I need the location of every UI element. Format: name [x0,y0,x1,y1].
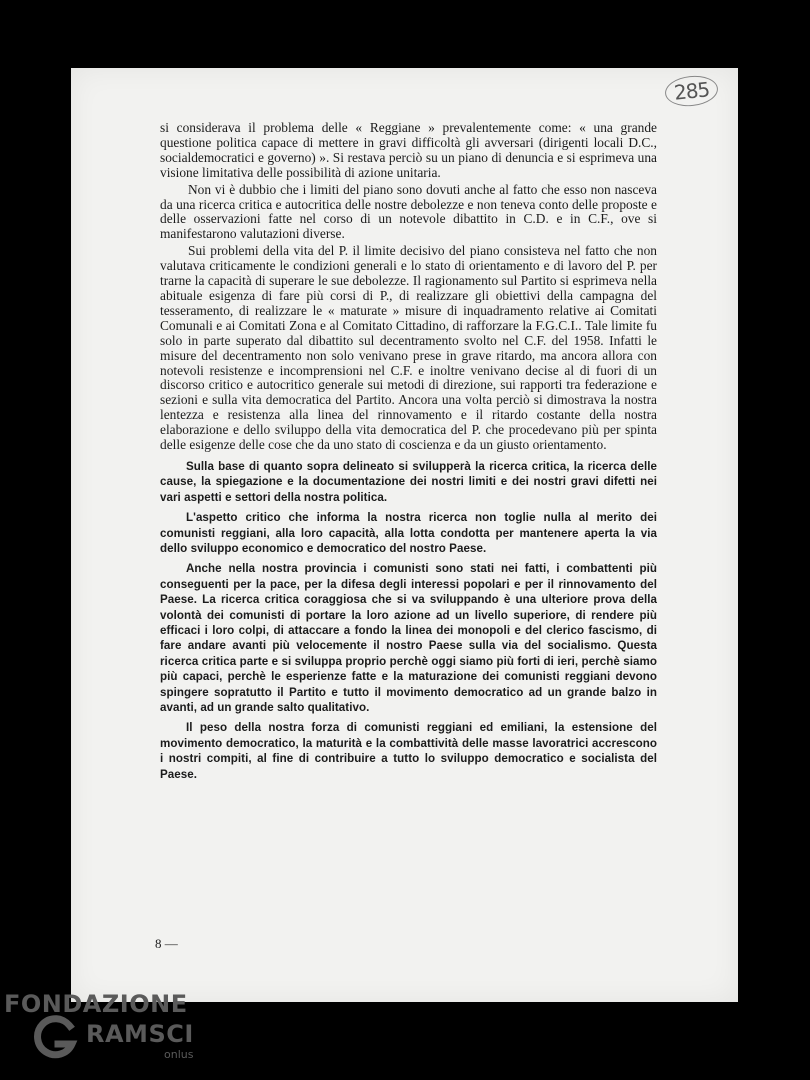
bold-paragraph: Sulla base di quanto sopra delineato si svilupperà la ricerca critica, la ricerca delle cause, la spiegazione e la documentazione dei nostri limiti e dei nostri gravi difetti nei vari aspetti e settori della nostra politica. [160,459,657,504]
paragraph: Sui problemi della vita del P. il limite decisivo del piano consisteva nel fatto che non valutava criticamente le condizioni generali e lo stato di orientamento e di lavoro del P. per trarne la capacità di superare le sue debolezze. Il ragionamento sul Partito si esprimeva nella abituale esigenza di fare più corsi di P., di realizzare gli obiettivi della campagna del tesseramento, di realizzare le « maturate » misure di inquadramento relative ai Comitati Comunali e ai Comitati Zona e al Comitato Cittadino, di rafforzare la F.G.C.I.. Tale limite fu solo in parte superato dal dibattito sul decentramento svolto nel C.F. del 1958. Infatti le misure del decentramento non solo venivano prese in grave ritardo, ma ancora allora con notevoli resistenze e incomprensioni nel C.F. e inoltre venivano decise al di fuori di un discorso critico e autocritico generale sui metodi di direzione, sui rapporti tra federazione e sezioni e sulla vita democratica del Partito. Ancora una volta perciò si dimostrava la nostra lentezza e resistenza alla linea del rinnovamento e il ritardo costante della nostra elaborazione e dello sviluppo della vita democratica del P. che procedevano più per spinta delle esigenze delle cose che da uno stato di coscienza e da un giusto orientamento. [160,243,657,453]
fondazione-gramsci-watermark [4,990,204,1070]
bold-section [160,459,657,782]
watermark-line2: RAMSCI [86,1020,194,1048]
gramsci-g-logo-icon [32,1014,78,1060]
scanned-page [71,68,738,1002]
bold-paragraph: Anche nella nostra provincia i comunisti sono stati nei fatti, i combattenti più conseguenti per la pace, per la difesa degli interessi popolari e per il rinnovamento del Paese. La ricerca critica coraggiosa che si va sviluppando è una ulteriore prova della volontà dei comunisti di portare la loro azione ad un livello superiore, di rendere più efficaci i loro colpi, di attaccare a fondo la linea dei monopoli e del clerico fascismo, di fare andare avanti più velocemente il nostro Paese sulla via del socialismo. Questa ricerca critica parte e si sviluppa proprio perchè oggi siamo più forti di ieri, perchè siamo più capaci, perchè le esperienze fatte e la maturazione dei comunisti reggiani devono spingere sopratutto il Partito e tutto il movimento democratico ad un grande balzo in avanti, ad un grande salto qualitativo. [160,562,657,715]
paragraph: Non vi è dubbio che i limiti del piano sono dovuti anche al fatto che esso non nasceva da una ricerca critica e autocritica delle nostre debolezze e non teneva conto delle proposte e delle osservazioni fatte nel corso di un notevole dibattito in C.D. e in C.F., ove si manifestarono valutazioni diverse. [160,181,657,242]
page-number: 8 — [155,936,178,951]
bold-paragraph: Il peso della nostra forza di comunisti reggiani ed emiliani, la estensione del movimento democratico, la maturità e la combattività delle masse lavoratrici accrescono i nostri compiti, al fine di contribuire a tutto lo sviluppo democratico e socialista del Paese. [160,721,657,781]
bold-paragraph: L'aspetto critico che informa la nostra ricerca non toglie nulla al merito dei comunisti reggiani, alla loro capacità, alla lotta condotta per mantenere aperta la via dello sviluppo economico e democratico del nostro Paese. [160,511,657,555]
document-body [160,121,657,787]
watermark-line3: onlus [164,1048,194,1061]
watermark-line1: FONDAZIONE [4,990,188,1018]
archive-page-stamp: 285 [663,73,719,108]
paragraph: si considerava il problema delle « Reggiane » prevalentemente come: « una grande questione politica capace di mettere in gravi difficoltà gli avversari (dirigenti locali D.C., socialdemocratici e governo) ». Si restava perciò su un piano di denuncia e si esprimeva una visione limitativa delle possibilità di azione unitaria. [160,120,657,180]
